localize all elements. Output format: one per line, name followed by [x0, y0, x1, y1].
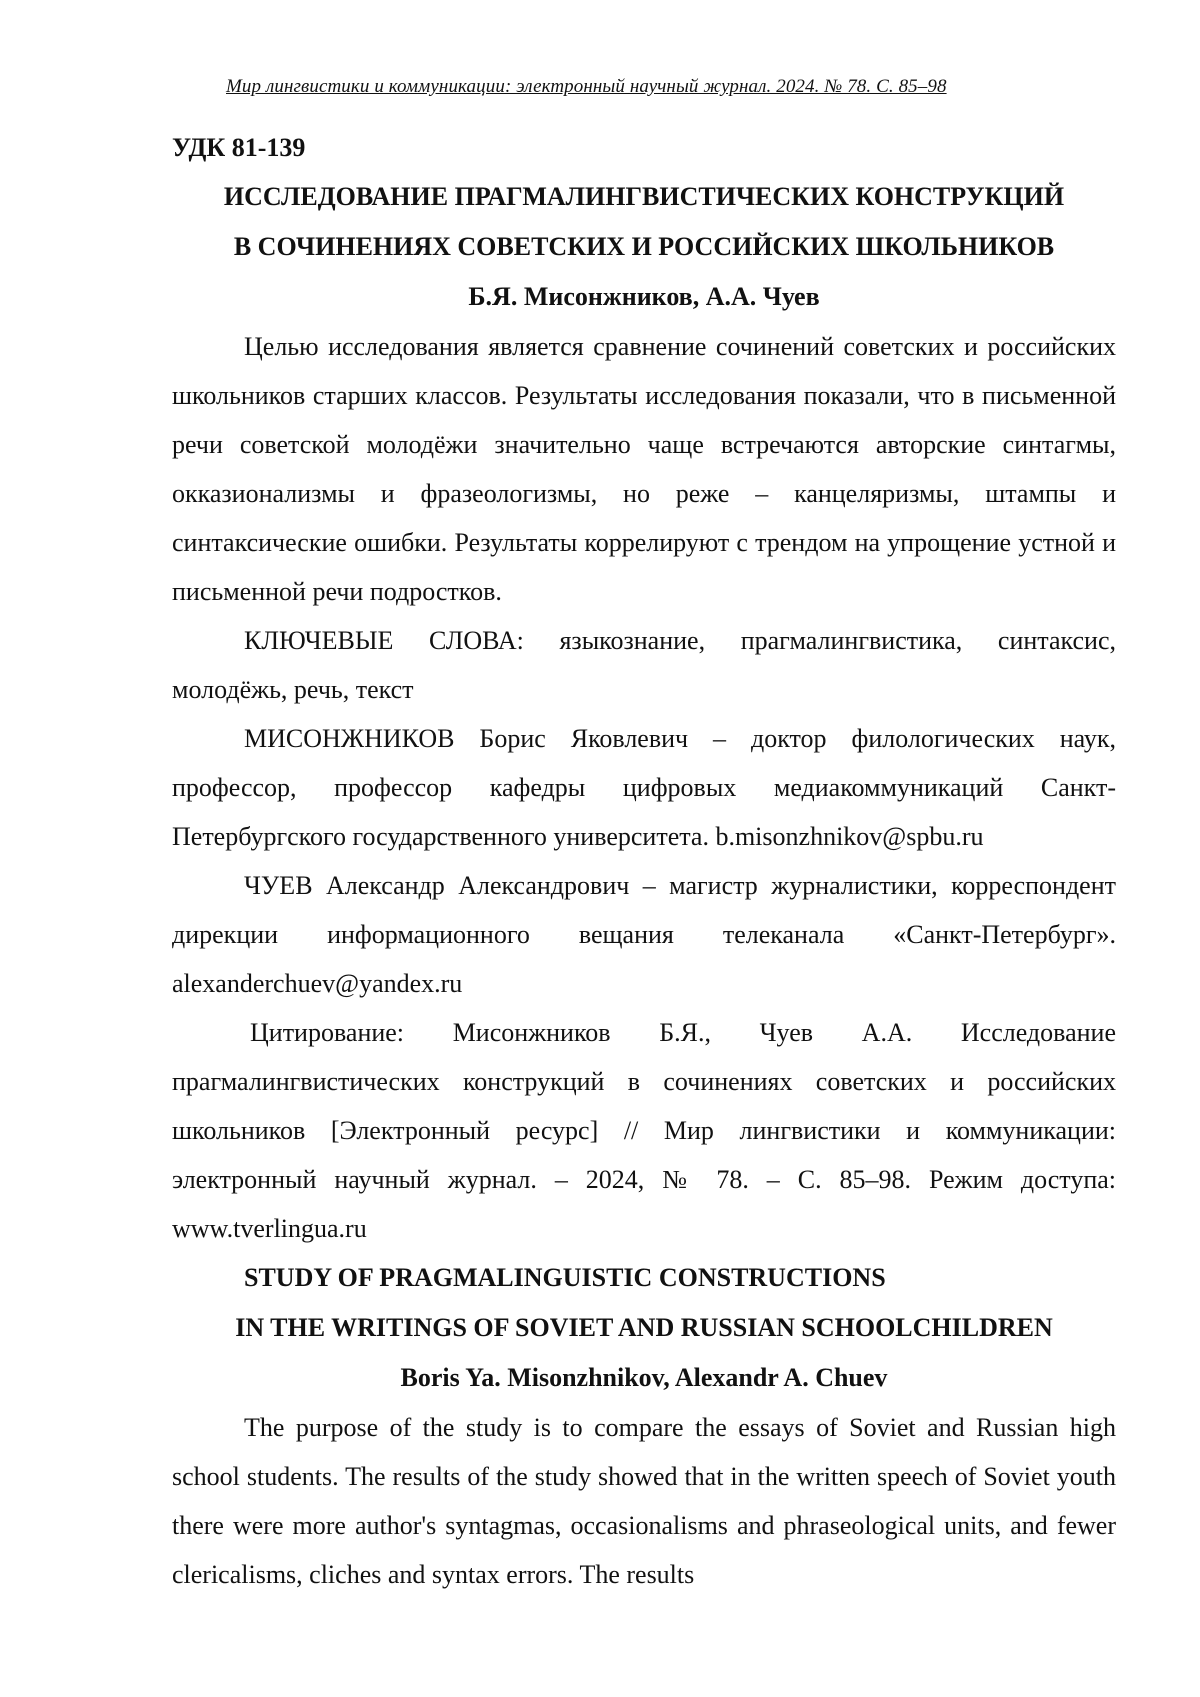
- article-title-line-1: ИССЛЕДОВАНИЕ ПРАГМАЛИНГВИСТИЧЕСКИХ КОНСТРУКЦИЙ: [223, 182, 1065, 211]
- running-header: Мир лингвистики и коммуникации: электронный научный журнал. 2024. № 78. С. 85–98: [226, 76, 947, 97]
- article-title-line-2: В СОЧИНЕНИЯХ СОВЕТСКИХ И РОССИЙСКИХ ШКОЛЬНИКОВ: [233, 232, 1055, 261]
- article-authors: Б.Я. Мисонжников, А.А. Чуев: [468, 282, 820, 311]
- author-info-chuev: ЧУЕВ Александр Александрович – магистр журналистики, корреспондент дирекции информационного вещания телеканала «Санкт-Петербург». alexanderchuev@yandex.ru: [172, 871, 1116, 998]
- abstract-en: The purpose of the study is to compare the essays of Soviet and Russian high school students. The results of the study showed that in the written speech of Soviet youth there were more author's syntagmas, occasionalisms and phraseological units, and fewer clericalisms, cliches and syntax errors. The results: [172, 1413, 1116, 1589]
- english-title-line-2: IN THE WRITINGS OF SOVIET AND RUSSIAN SCHOOLCHILDREN: [235, 1313, 1053, 1342]
- article-body: [172, 128, 1116, 1599]
- english-authors: Boris Ya. Misonzhnikov, Alexandr A. Chuev: [400, 1363, 888, 1392]
- english-title-line-1: STUDY OF PRAGMALINGUISTIC CONSTRUCTIONS: [244, 1263, 886, 1292]
- author-info-misonzhnikov: МИСОНЖНИКОВ Борис Яковлевич – доктор филологических наук, профессор, профессор кафедры цифровых медиакоммуникаций Санкт-Петербургского государственного университета. b.misonzhnikov@spbu.ru: [172, 724, 1116, 851]
- abstract-ru: Целью исследования является сравнение сочинений советских и российских школьников старших классов. Результаты исследования показали, что в письменной речи советской молодёжи значительно чаще встречаются авторские синтагмы, окказионализмы и фразеологизмы, но реже – канцеляризмы, штампы и синтаксические ошибки. Результаты коррелируют с трендом на упрощение устной и письменной речи подростков.: [172, 332, 1116, 606]
- citation: Цитирование: Мисонжников Б.Я., Чуев А.А. Исследование прагмалингвистических конструкций в сочинениях советских и российских школьников [Электронный ресурс] // Мир лингвистики и коммуникации: электронный научный журнал. – 2024, № 78. – С. 85–98. Режим доступа: www.tverlingua.ru: [172, 1018, 1116, 1243]
- keywords-ru: КЛЮЧЕВЫЕ СЛОВА: языкознание, прагмалингвистика, синтаксис, молодёжь, речь, текст: [172, 626, 1116, 704]
- udk-code: УДК 81-139: [172, 133, 306, 162]
